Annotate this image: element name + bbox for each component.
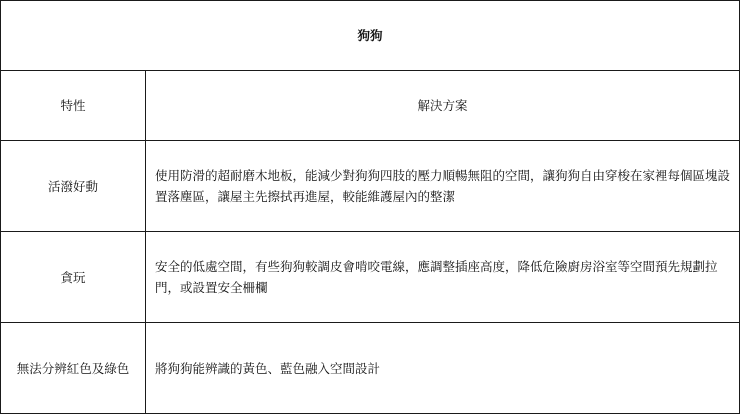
header-row — [1, 71, 740, 141]
header-solution: 解決方案 — [146, 71, 740, 141]
solution-cell: 將狗狗能辨識的黃色、藍色融入空間設計 — [146, 323, 740, 414]
header-trait: 特性 — [1, 71, 146, 141]
table-row — [1, 232, 740, 323]
trait-cell: 活潑好動 — [1, 141, 146, 232]
solution-cell: 安全的低處空間，有些狗狗較調皮會啃咬電線，應調整插座高度，降低危險廚房浴室等空間預先規劃拉門，或設置安全柵欄 — [146, 232, 740, 323]
solution-cell: 使用防滑的超耐磨木地板，能減少對狗狗四肢的壓力順暢無阻的空間，讓狗狗自由穿梭在家裡每個區塊設置落塵區，讓屋主先擦拭再進屋，較能維護屋內的整潔 — [146, 141, 740, 232]
trait-cell: 無法分辨紅色及綠色 — [1, 323, 146, 414]
trait-cell: 貪玩 — [1, 232, 146, 323]
table-title: 狗狗 — [1, 1, 740, 71]
title-row — [1, 1, 740, 71]
table-row — [1, 323, 740, 414]
table-row — [1, 141, 740, 232]
